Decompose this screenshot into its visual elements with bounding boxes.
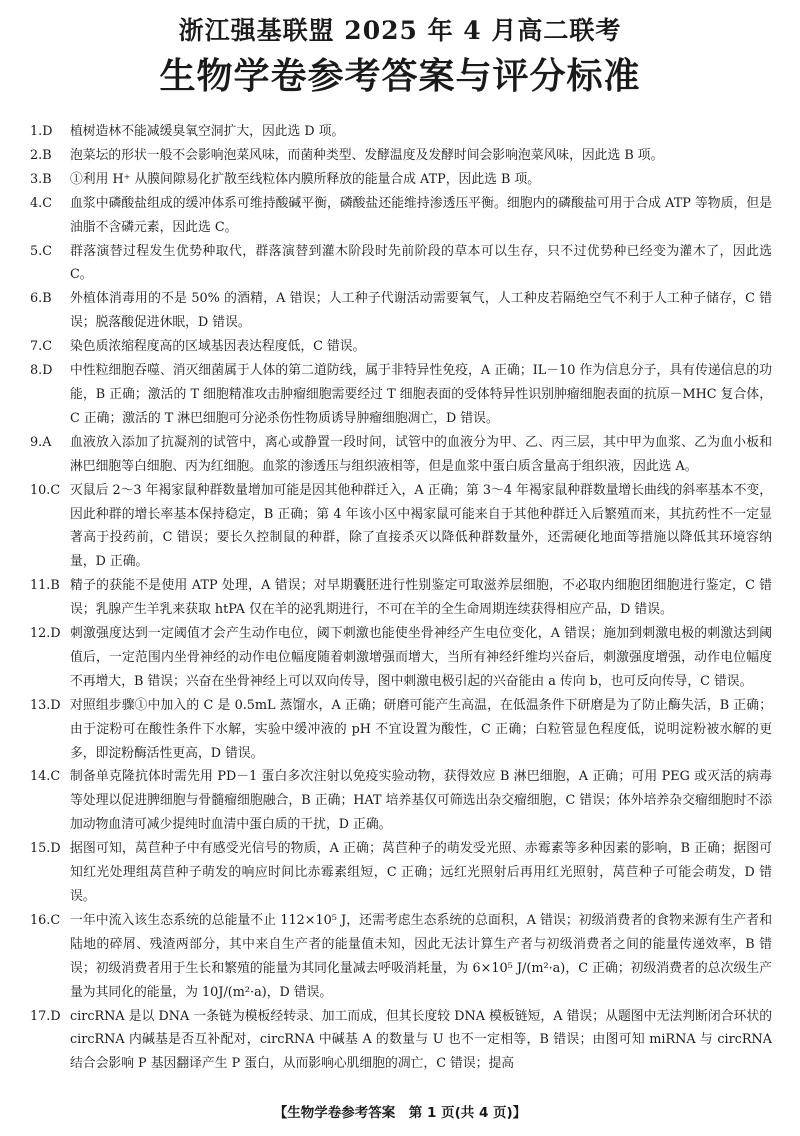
answer-explanation: 群落演替过程发生优势种取代，群落演替到灌木阶段时先前阶段的草本可以生存，只不过优势种已经变为灌木了，因此选 C。: [70, 243, 772, 283]
answer-letter: B: [42, 291, 52, 307]
answer-item: [30, 335, 772, 359]
answer-item: [30, 168, 772, 192]
answer-item: [30, 240, 772, 288]
question-number: 8.: [30, 363, 43, 379]
answer-letter: D: [50, 1008, 61, 1024]
question-number: 15.: [30, 841, 51, 857]
question-number: 1.: [30, 124, 43, 139]
document-title: 生物学卷参考答案与评分标准: [159, 56, 641, 97]
answer-explanation: 泡菜坛的形状一般不会影响泡菜风味，而菌种类型、发酵温度及发酵时间会影响泡菜风味，因此选 B 项。: [70, 147, 664, 163]
question-number: 6.: [30, 291, 43, 307]
page-footer: 【生物学卷参考答案 第 1 页(共 4 页)】: [273, 1105, 527, 1121]
answer-item: [30, 144, 772, 168]
answer-explanation: 制备单克隆抗体时需先用 PD－1 蛋白多次注射以免疫实验动物，获得效应 B 淋巴细胞，A 正确；可用 PEG 或灭活的病毒等处理以促进脾细胞与骨髓瘤细胞融合，B 正确；HAT 培养基仅可筛选出杂交瘤细胞，C 错误；体外培养杂交瘤细胞时不添加动物血清可减少提纯时血清中蛋白质的干扰，D 正确。: [70, 769, 772, 833]
question-number: 3.: [30, 171, 43, 187]
answer-letter: C: [42, 195, 53, 211]
question-number: 14.: [30, 769, 51, 785]
answer-explanation: 精子的获能不是使用 ATP 处理，A 错误；对早期囊胚进行性别鉴定可取滋养层细胞，不必取内细胞团细胞进行鉴定，C 错误；乳腺产生羊乳来获取 htPA 仅在羊的泌乳期进行，不可在羊的全生命周期连续获得相应产品，D 错误。: [70, 578, 772, 618]
answer-explanation: 据图可知，莴苣种子中有感受光信号的物质，A 正确；莴苣种子的萌发受光照、赤霉素等多种因素的影响，B 正确；据图可知红光处理组莴苣种子萌发的响应时间比赤霉素组短，C 正确；远红光照射后再用红光照射，莴苣种子可能会萌发，D 错误。: [70, 841, 772, 904]
question-number: 13.: [30, 697, 51, 713]
answer-item: [30, 287, 772, 335]
question-number: 4.: [30, 195, 43, 211]
answer-letter: B: [42, 147, 52, 163]
question-number: 12.: [30, 626, 51, 642]
answer-letter: C: [42, 339, 53, 355]
answer-item: [30, 837, 772, 909]
answer-letter: D: [50, 697, 61, 713]
question-number: 11.: [30, 578, 51, 594]
answer-letter: D: [50, 841, 61, 857]
answer-explanation: 刺激强度达到一定阈值才会产生动作电位，阈下刺激也能使坐骨神经产生电位变化，A 错误；施加到刺激电极的刺激达到阈值后，一定范围内坐骨神经的动作电位幅度随着刺激增强而增大，当所有神经纤维均兴奋后，刺激强度增强，动作电位幅度不再增大，B 错误；兴奋在坐骨神经上可以双向传导，图中刺激电极引起的兴奋能由 a 传向 b，也可反向传导，C 错误。: [70, 626, 772, 689]
question-number: 9.: [30, 434, 43, 450]
answer-list: [30, 120, 772, 1076]
answer-explanation: 一年中流入该生态系统的总能量不止 112×10⁵ J，还需考虑生态系统的总面积，A 错误；初级消费者的食物来源有生产者和陆地的碎屑、残渣两部分，其中来自生产者的能量值未知，因此无法计算生产者与初级消费者之间的能量传递效率，B 错误；初级消费者用于生长和繁殖的能量为其同化量减去呼吸消耗量，为 6×10⁵ J/(m²·a)，C 正确；初级消费者的总次级生产量为其同化的能量，为 10J/(m²·a)，D 错误。: [70, 912, 772, 1000]
answer-explanation: 染色质浓缩程度高的区域基因表达程度低，C 错误。: [70, 339, 366, 355]
answer-item: [30, 192, 772, 240]
question-number: 10.: [30, 482, 51, 498]
answer-letter: B: [42, 171, 52, 187]
answer-explanation: circRNA 是以 DNA 一条链为模板经转录、加工而成，但其长度较 DNA 模板链短，A 错误；从题图中无法判断闭合环状的 circRNA 内碱基是否互补配对，circRNA 中碱基 A 的数量与 U 也不一定相等，B 错误；由图可知 miRNA 与 circRNA 结合会影响 P 基因翻译产生 P 蛋白，从而影响心肌细胞的凋亡，C 错误；提高: [70, 1008, 772, 1072]
question-number: 16.: [30, 912, 51, 928]
answer-explanation: 对照组步骤①中加入的 C 是 0.5mL 蒸馏水，A 正确；研磨可能产生高温，在低温条件下研磨是为了防止酶失活，B 正确；由于淀粉可在酸性条件下水解，实验中缓冲液的 pH 不宜设置为酸性，C 正确；白粒管显色程度低，说明淀粉被水解的更多，即淀粉酶活性更高，D 错误。: [70, 697, 772, 761]
answer-item: [30, 909, 772, 1005]
answer-letter: C: [42, 243, 53, 259]
question-number: 17.: [30, 1008, 51, 1024]
answer-letter: C: [50, 769, 61, 785]
answer-item: [30, 431, 772, 479]
answer-item: [30, 359, 772, 431]
answer-item: [30, 479, 772, 575]
answer-letter: C: [50, 482, 61, 498]
question-number: 5.: [30, 243, 43, 259]
answer-letter: B: [50, 578, 60, 594]
exam-title: 浙江强基联盟 2025 年 4 月高二联考: [178, 16, 622, 45]
answer-letter: D: [42, 124, 53, 139]
answer-item: [30, 574, 772, 622]
answer-explanation: 灭鼠后 2～3 年褐家鼠种群数量增加可能是因其他种群迁入，A 正确；第 3～4 年褐家鼠种群数量增长曲线的斜率基本不变，因此种群的增长率基本保持稳定，B 正确；第 4 年该小区中褐家鼠可能来自于其他种群迁入后繁殖而来，其抗药性不一定显著高于投药前，C 错误；要长久控制鼠的种群，除了直接杀灭以降低种群数量外，还需硬化地面等措施以降低其环境容纳量，D 正确。: [70, 482, 772, 570]
answer-item: [30, 1005, 772, 1077]
answer-letter: D: [42, 363, 53, 379]
answer-explanation: 中性粒细胞吞噬、消灭细菌属于人体的第二道防线，属于非特异性免疫，A 正确；IL－10 作为信息分子，具有传递信息的功能，B 正确；激活的 T 细胞精准攻击肿瘤细胞需要经过 T 细胞表面的受体特异性识别肿瘤细胞表面的抗原－MHC 复合体，C 正确；激活的 T 淋巴细胞可分泌杀伤性物质诱导肿瘤细胞凋亡，D 错误。: [70, 363, 772, 426]
answer-item: [30, 622, 772, 694]
answer-explanation: ①利用 H⁺ 从膜间隙易化扩散至线粒体内膜所释放的能量合成 ATP，因此选 B 项。: [70, 171, 541, 187]
answer-letter: C: [50, 912, 61, 928]
answer-letter: D: [50, 626, 61, 642]
question-number: 2.: [30, 147, 43, 163]
answer-item: [30, 694, 772, 766]
answer-letter: A: [42, 434, 52, 450]
answer-explanation: 血浆中磷酸盐组成的缓冲体系可维持酸碱平衡，磷酸盐还能维持渗透压平衡。细胞内的磷酸盐可用于合成 ATP 等物质，但是油脂不含磷元素，因此选 C。: [70, 195, 772, 235]
answer-explanation: 植树造林不能减缓臭氧空洞扩大，因此选 D 项。: [70, 124, 345, 139]
answer-item: [30, 120, 772, 144]
answer-item: [30, 765, 772, 837]
question-number: 7.: [30, 339, 43, 355]
answer-explanation: 外植体消毒用的不是 50% 的酒精，A 错误；人工种子代谢活动需要氧气，人工种皮若隔绝空气不利于人工种子储存，C 错误；脱落酸促进休眠，D 错误。: [70, 291, 772, 331]
answer-explanation: 血液放入添加了抗凝剂的试管中，离心或静置一段时间，试管中的血液分为甲、乙、丙三层，其中甲为血浆、乙为血小板和淋巴细胞等白细胞、丙为红细胞。血浆的渗透压与组织液相等，但是血浆中蛋白质含量高于组织液，因此选 A。: [70, 434, 772, 474]
